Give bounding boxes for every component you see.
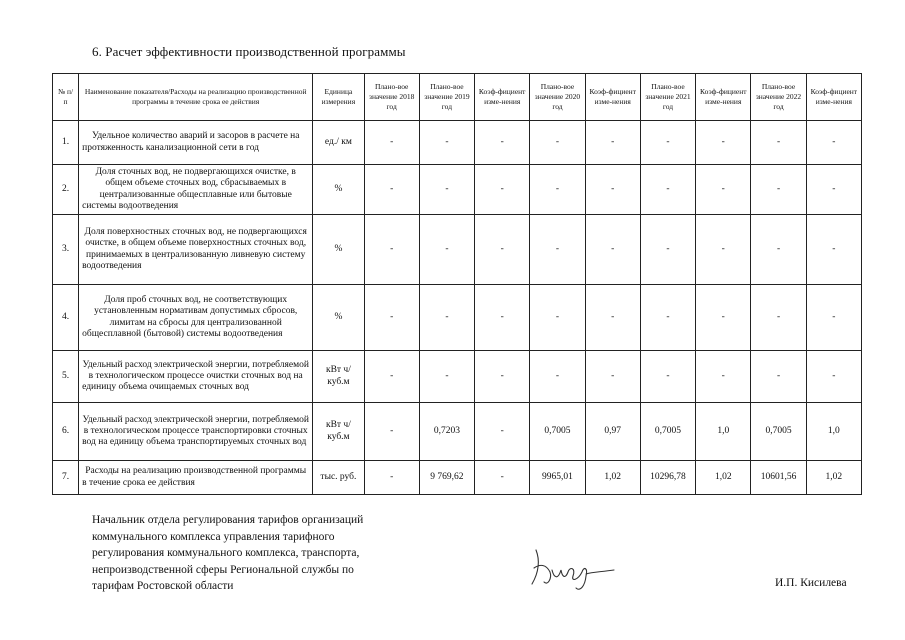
value-cell: - (475, 351, 530, 403)
row-number-cell: 1. (53, 121, 79, 165)
header-cell: Единица измерения (313, 74, 364, 121)
value-cell: 0,7005 (640, 403, 695, 461)
table-row (53, 461, 862, 495)
unit-cell: кВт ч/куб.м (313, 351, 364, 403)
unit-cell: % (313, 215, 364, 285)
value-cell: - (419, 121, 474, 165)
section-heading: 6. Расчет эффективности производственной программы (92, 44, 406, 59)
header-cell: Плано-вое значение 2020 год (530, 74, 585, 121)
value-cell: - (640, 165, 695, 215)
header-cell: Плано-вое значение 2022 год (751, 74, 806, 121)
row-number-cell: 7. (53, 461, 79, 495)
signature-title-block (92, 512, 422, 595)
value-cell: - (364, 403, 419, 461)
value-cell: 0,97 (585, 403, 640, 461)
header-cell: Наименование показателя/Расходы на реализацию производственной программы в течение срока ее действия (79, 74, 313, 121)
value-cell: - (475, 215, 530, 285)
row-number-cell: 6. (53, 403, 79, 461)
value-cell: - (585, 121, 640, 165)
header-cell: Плано-вое значение 2019 год (419, 74, 474, 121)
value-cell: - (419, 351, 474, 403)
value-cell: - (640, 215, 695, 285)
value-cell: - (696, 165, 751, 215)
indicator-name-cell: Доля сточных вод, не подвергающихся очистке, в общем объеме сточных вод, сбрасываемых в централизованные общесплавные или бытовые системы водоотведения (79, 165, 313, 215)
value-cell: 9965,01 (530, 461, 585, 495)
value-cell: - (696, 121, 751, 165)
value-cell: - (640, 285, 695, 351)
signature-title-line: Начальник отдела регулирования тарифов организаций (92, 514, 364, 526)
value-cell: - (806, 121, 861, 165)
row-number-cell: 3. (53, 215, 79, 285)
indicator-name-cell: Расходы на реализацию производственной программы в течение срока ее действия (79, 461, 313, 495)
signature-title-line: тарифам Ростовской области (92, 580, 234, 593)
value-cell: - (585, 351, 640, 403)
header-cell: Плано-вое значение 2018 год (364, 74, 419, 121)
value-cell: - (364, 121, 419, 165)
value-cell: 10601,56 (751, 461, 806, 495)
value-cell: 9 769,62 (419, 461, 474, 495)
value-cell: - (806, 215, 861, 285)
row-number-cell: 2. (53, 165, 79, 215)
unit-cell: % (313, 285, 364, 351)
value-cell: - (806, 351, 861, 403)
indicator-name-cell: Удельный расход электрической энергии, потребляемой в технологическом процессе транспортировки сточных вод на единицу объема транспортируемых сточных вод (79, 403, 313, 461)
value-cell: 1,0 (806, 403, 861, 461)
signer-name: И.П. Кисилева (775, 577, 847, 589)
indicator-name-cell: Удельный расход электрической энергии, потребляемой в технологическом процессе очистки сточных вод на единицу объема очищаемых сточных вод (79, 351, 313, 403)
value-cell: - (696, 285, 751, 351)
value-cell: - (475, 403, 530, 461)
value-cell: - (751, 215, 806, 285)
signature-title-line: коммунального комплекса управления тарифного (92, 530, 335, 543)
value-cell: - (751, 121, 806, 165)
value-cell: - (364, 285, 419, 351)
handwritten-signature (528, 546, 618, 594)
value-cell: 0,7005 (751, 403, 806, 461)
table-row (53, 285, 862, 351)
table-row (53, 351, 862, 403)
value-cell: - (530, 215, 585, 285)
table-row (53, 215, 862, 285)
indicator-name-cell: Доля проб сточных вод, не соответствующих установленным нормативам допустимых сбросов, лимитам на сбросы для централизованной общесплавной (бытовой) системы водоотведения (79, 285, 313, 351)
unit-cell: тыс. руб. (313, 461, 364, 495)
header-cell: Коэф-фициент изме-нения (585, 74, 640, 121)
value-cell: - (419, 285, 474, 351)
table-row (53, 165, 862, 215)
value-cell: - (364, 215, 419, 285)
table-row (53, 403, 862, 461)
table-row (53, 121, 862, 165)
efficiency-table (52, 73, 862, 495)
value-cell: - (475, 461, 530, 495)
signature-title-line: непроизводственной сферы Региональной службы по (92, 563, 354, 576)
header-cell: № п/п (53, 74, 79, 121)
value-cell: - (419, 165, 474, 215)
unit-cell: ед./ км (313, 121, 364, 165)
value-cell: 1,02 (806, 461, 861, 495)
row-number-cell: 4. (53, 285, 79, 351)
value-cell: - (364, 351, 419, 403)
header-cell: Плано-вое значение 2021 год (640, 74, 695, 121)
value-cell: - (585, 165, 640, 215)
value-cell: - (475, 121, 530, 165)
row-number-cell: 5. (53, 351, 79, 403)
value-cell: 10296,78 (640, 461, 695, 495)
value-cell: - (696, 215, 751, 285)
value-cell: - (696, 351, 751, 403)
value-cell: - (530, 285, 585, 351)
value-cell: 0,7005 (530, 403, 585, 461)
value-cell: 1,02 (696, 461, 751, 495)
value-cell: - (640, 351, 695, 403)
indicator-name-cell: Доля поверхностных сточных вод, не подвергающихся очистке, в общем объеме поверхностных сточных вод, принимаемых в централизованную ливневую систему водоотведения (79, 215, 313, 285)
value-cell: - (751, 165, 806, 215)
indicator-name-cell: Удельное количество аварий и засоров в расчете на протяженность канализационной сети в год (79, 121, 313, 165)
value-cell: - (585, 285, 640, 351)
header-cell: Коэф-фициент изме-нения (475, 74, 530, 121)
value-cell: - (751, 351, 806, 403)
value-cell: - (364, 461, 419, 495)
table-header-row (53, 74, 862, 121)
unit-cell: % (313, 165, 364, 215)
value-cell: 1,0 (696, 403, 751, 461)
value-cell: - (530, 351, 585, 403)
value-cell: - (419, 215, 474, 285)
signature-title-line: регулирования коммунального комплекса, транспорта, (92, 547, 360, 560)
value-cell: - (585, 215, 640, 285)
value-cell: - (806, 285, 861, 351)
value-cell: - (364, 165, 419, 215)
value-cell: - (530, 165, 585, 215)
value-cell: - (475, 285, 530, 351)
value-cell: 0,7203 (419, 403, 474, 461)
header-cell: Коэф-фициент изме-нения (696, 74, 751, 121)
value-cell: - (475, 165, 530, 215)
unit-cell: кВт ч/куб.м (313, 403, 364, 461)
value-cell: - (751, 285, 806, 351)
value-cell: - (530, 121, 585, 165)
header-cell: Коэф-фициент изме-нения (806, 74, 861, 121)
value-cell: 1,02 (585, 461, 640, 495)
value-cell: - (640, 121, 695, 165)
value-cell: - (806, 165, 861, 215)
table-body (53, 121, 862, 495)
